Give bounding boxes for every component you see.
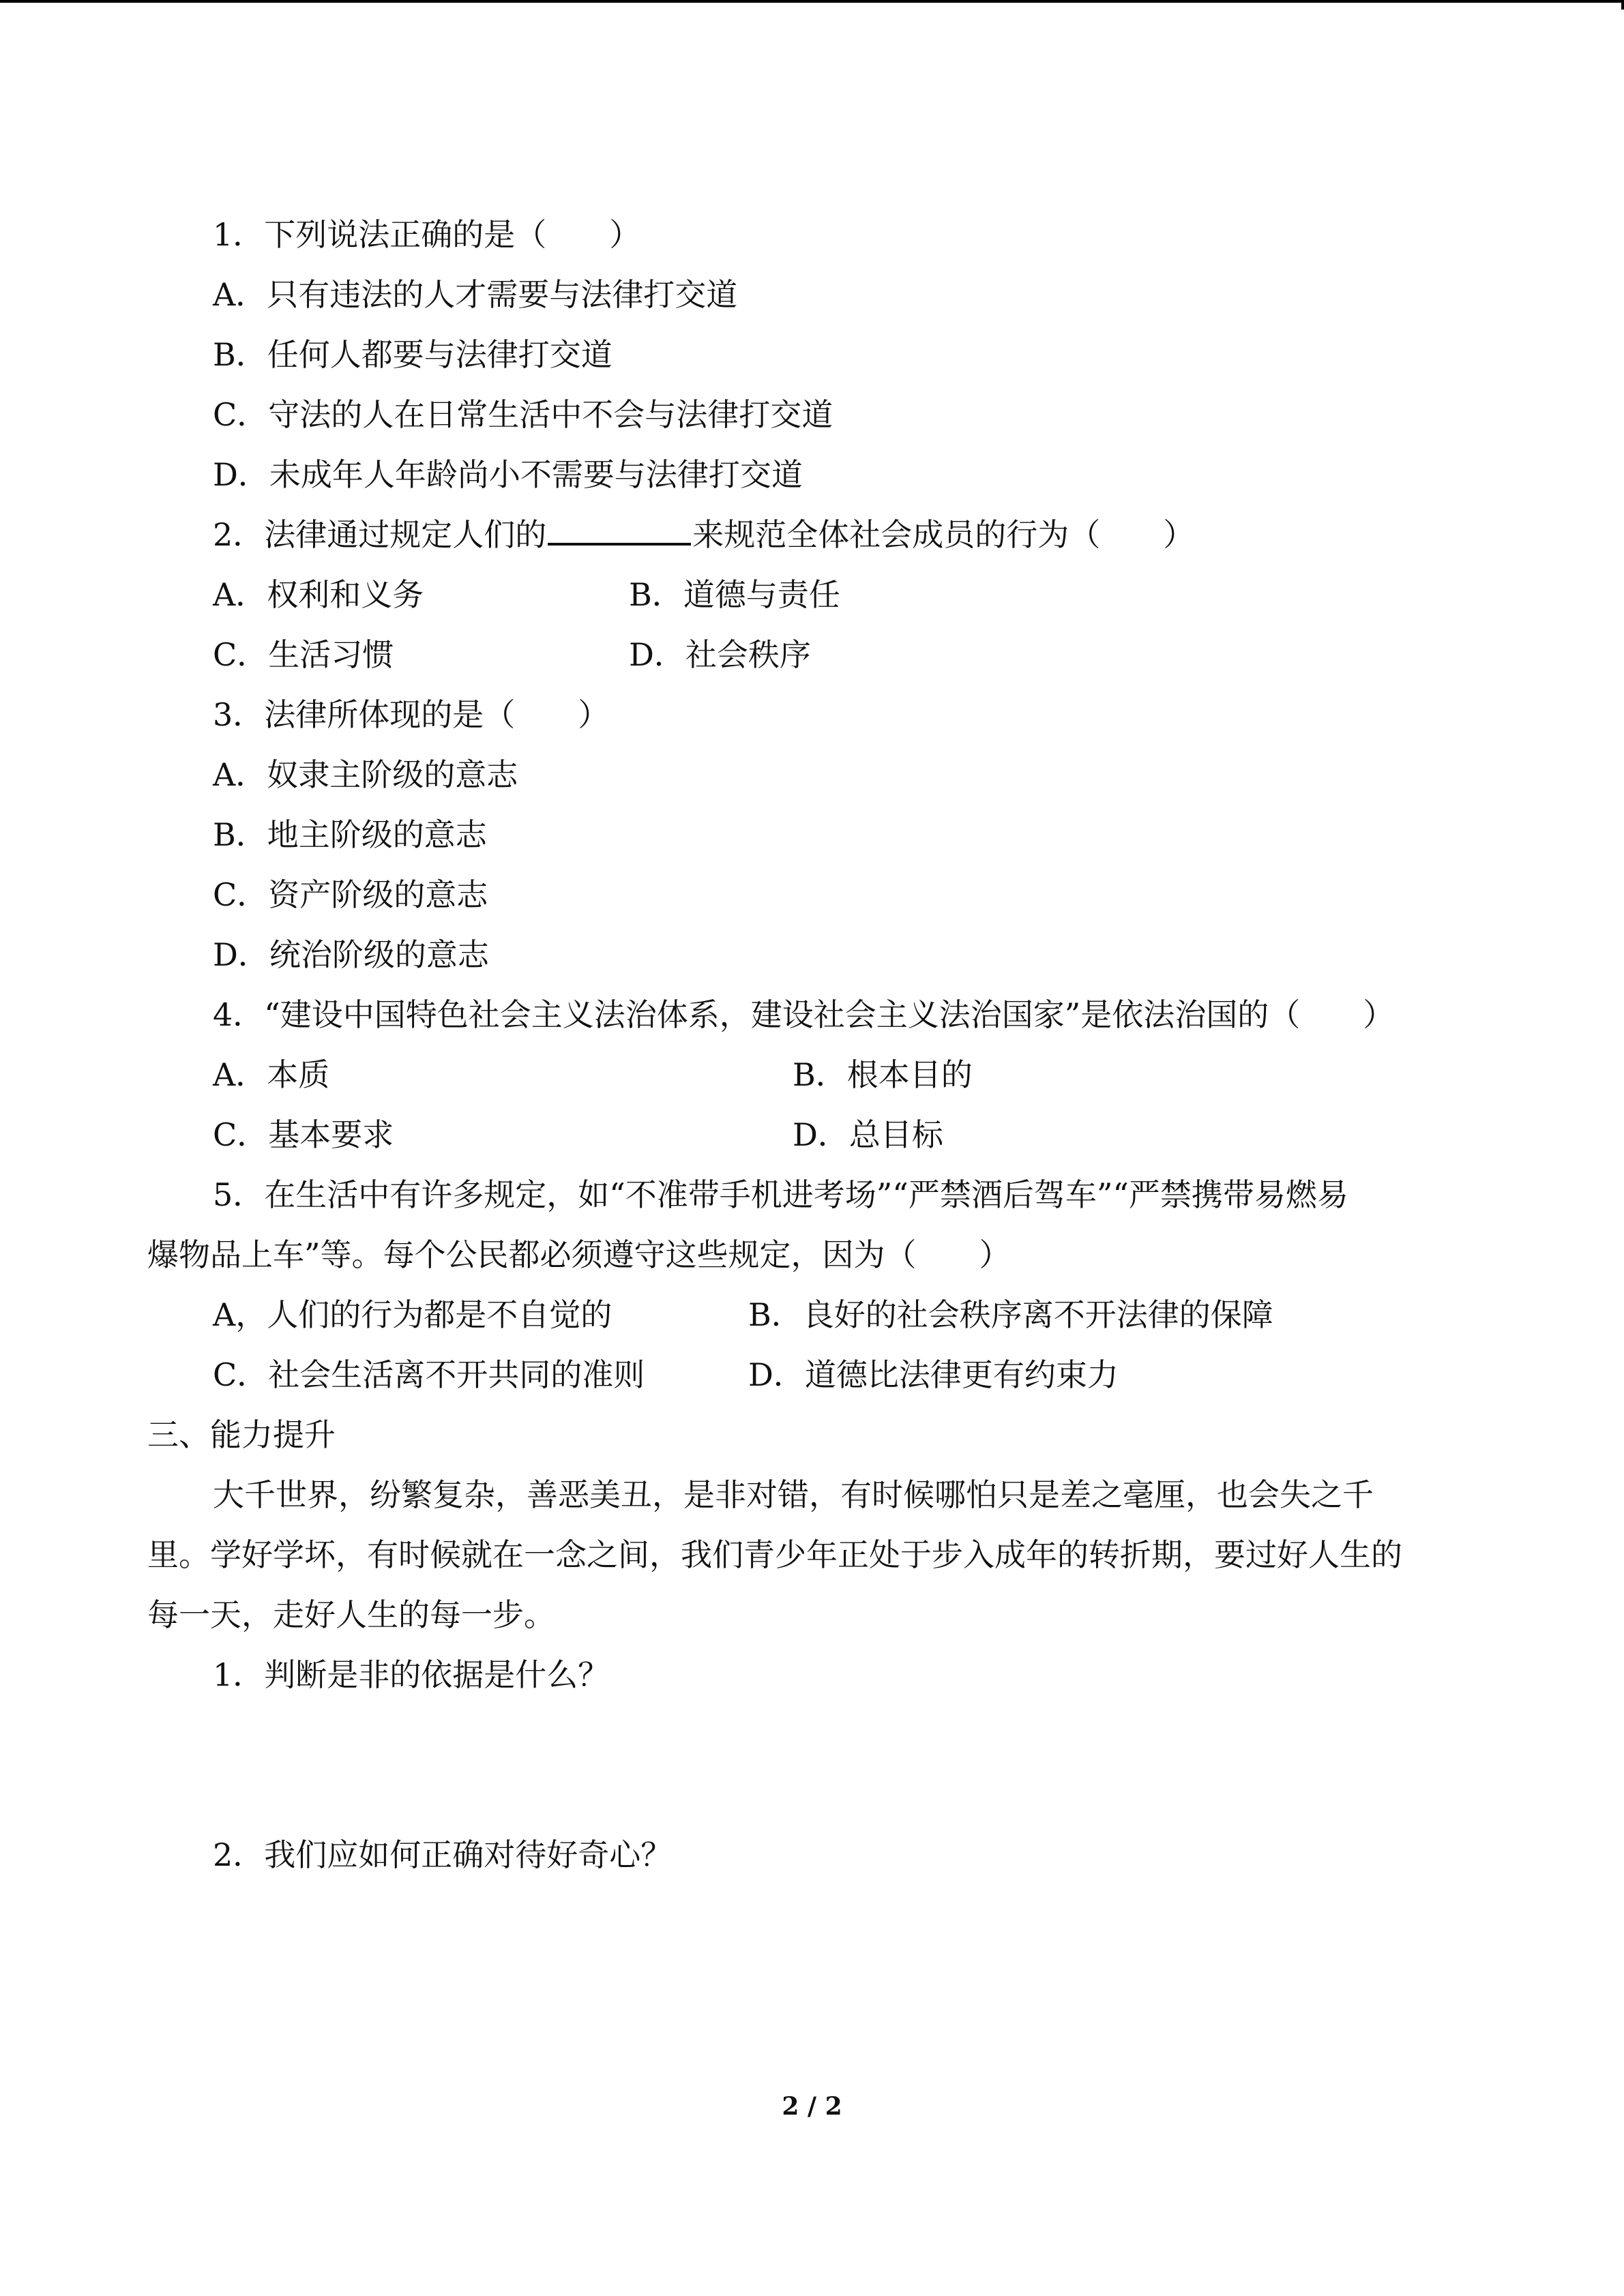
q2-options-row-1 <box>147 565 1484 625</box>
q1-option-c: C．守法的人在日常生活中不会与法律打交道 <box>213 396 833 433</box>
section-paragraph-line-1: 大千世界，纷繁复杂，善恶美丑，是非对错，有时候哪怕只是差之毫厘，也会失之千 <box>213 1476 1374 1513</box>
section-question-2: 2．我们应如何正确对待好奇心？ <box>213 1836 673 1873</box>
q4-options-row-2 <box>147 1105 1484 1165</box>
q2-stem <box>147 505 1484 565</box>
q3-option-a: A．奴隶主阶级的意志 <box>213 756 518 793</box>
q1-stem: 1．下列说法正确的是（ ） <box>213 216 641 253</box>
q2-option-a: A．权利和义务 <box>213 576 424 613</box>
page-top-border <box>0 0 1624 3</box>
q2-option-d: D．社会秩序 <box>629 636 811 673</box>
q5-options-row-2 <box>147 1345 1484 1405</box>
q5-stem-line-1: 5．在生活中有许多规定，如“不准带手机进考场”“严禁酒后驾车”“严禁携带易燃易 <box>213 1176 1348 1213</box>
q4-option-c: C．基本要求 <box>213 1116 394 1153</box>
q3-option-c: C．资产阶级的意志 <box>213 876 488 913</box>
q2-fill-blank <box>548 516 691 546</box>
section-paragraph-line-3: 每一天，走好人生的每一步。 <box>147 1596 555 1633</box>
q2-stem-after: 来规范全体社会成员的行为（ ） <box>692 516 1195 553</box>
q5-option-a: A，人们的行为都是不自觉的 <box>213 1296 612 1333</box>
q4-stem: 4．“建设中国特色社会主义法治体系，建设社会主义法治国家”是依法治国的（ ） <box>213 996 1395 1033</box>
q3-option-b: B．地主阶级的意志 <box>213 816 487 853</box>
q5-options-row-1 <box>147 1285 1484 1345</box>
q3-option-d: D．统治阶级的意志 <box>213 936 489 973</box>
section-paragraph-line-2: 里。学好学坏，有时候就在一念之间，我们青少年正处于步入成年的转折期，要过好人生的 <box>147 1536 1402 1573</box>
worksheet-content <box>147 205 1484 1885</box>
page-number: 2 / 2 <box>782 2092 842 2121</box>
q1-option-d: D．未成年人年龄尚小不需要与法律打交道 <box>213 456 803 493</box>
q2-options-row-2 <box>147 625 1484 685</box>
q3-stem: 3．法律所体现的是（ ） <box>213 696 610 733</box>
q5-stem-line-2: 爆物品上车”等。每个公民都必须遵守这些规定，因为（ ） <box>147 1236 1011 1273</box>
q4-option-b: B．根本目的 <box>793 1056 973 1093</box>
q5-option-d: D．道德比法律更有约束力 <box>748 1356 1119 1393</box>
section-heading: 三、能力提升 <box>147 1416 336 1453</box>
q4-option-d: D．总目标 <box>793 1116 943 1153</box>
q5-option-b: B．良好的社会秩序离不开法律的保障 <box>748 1296 1273 1333</box>
answer-space-1 <box>147 1705 1484 1825</box>
q4-option-a: A．本质 <box>213 1056 330 1093</box>
q2-option-c: C．生活习惯 <box>213 636 394 673</box>
section-question-1: 1．判断是非的依据是什么？ <box>213 1656 610 1693</box>
q2-option-b: B．道德与责任 <box>629 576 840 613</box>
q5-option-c: C．社会生活离不开共同的准则 <box>213 1356 645 1393</box>
page-corner-mark <box>1621 0 1624 10</box>
q1-option-a: A．只有违法的人才需要与法律打交道 <box>213 276 738 313</box>
q4-options-row-1 <box>147 1045 1484 1105</box>
q2-stem-before: 2．法律通过规定人们的 <box>213 516 547 553</box>
q1-option-b: B．任何人都要与法律打交道 <box>213 336 612 373</box>
